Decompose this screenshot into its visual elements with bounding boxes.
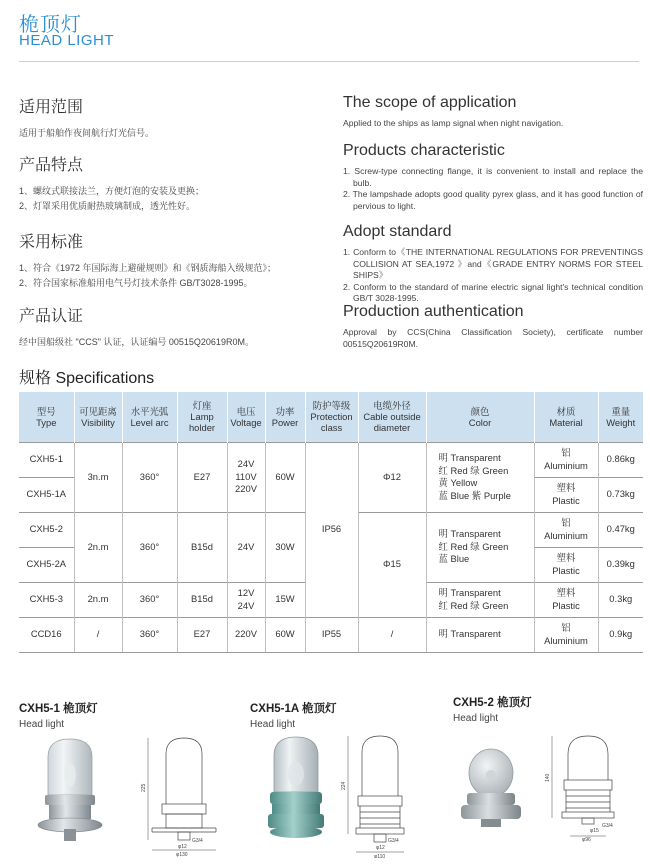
section-text: 适用于船舶作夜间航行灯光信号。 — [19, 128, 155, 138]
section-title: 产品认证 — [19, 308, 84, 325]
header-weight: 重量 Weight — [598, 392, 643, 442]
section-scope-en — [343, 94, 643, 142]
section-text: 2、灯罩采用优质耐热玻璃制成，透光性好。 — [19, 201, 196, 211]
cxh5-1a-photo — [260, 732, 332, 844]
cell-color: 明 Transparent 红 Red 绿 Green — [426, 582, 534, 617]
section-title: Production authentication — [343, 303, 524, 320]
product-subtitle: Head light — [19, 719, 65, 730]
cell-level-arc: 360° — [122, 617, 177, 652]
product-subtitle: Head light — [250, 719, 296, 730]
product-model: CXH5-1A 桅顶灯 — [250, 703, 337, 715]
english-column — [343, 94, 643, 350]
cell-voltage: 220V — [227, 617, 265, 652]
cell-cable: Φ15 — [358, 512, 426, 617]
cell-type: CCD16 — [19, 617, 74, 652]
header-color: 颜色 Color — [426, 392, 534, 442]
section-title: 产品特点 — [19, 157, 84, 174]
specifications-title: 规格 Specifications — [19, 370, 155, 387]
section-text: Approval by CCS(China Classification Society), certificate number 00515Q20619R0M. — [343, 327, 643, 349]
cell-visibility: 2n.m — [74, 582, 122, 617]
cell-weight: 0.47kg — [598, 512, 643, 547]
section-standard-en — [343, 223, 643, 303]
hole-dimension: φ12 — [178, 844, 187, 850]
header-lamp-holder: 灯座 Lamp holder — [177, 392, 227, 442]
base-dimension: φ110 — [374, 854, 386, 858]
section-standard-cn — [19, 229, 324, 303]
cell-power: 15W — [265, 582, 305, 617]
section-auth-en — [343, 303, 643, 350]
cell-level-arc: 360° — [122, 442, 177, 512]
cxh5-1-drawing — [138, 732, 230, 860]
product-cxh5-2 — [453, 694, 532, 724]
section-title: Adopt standard — [343, 223, 452, 240]
cell-color: 明 Transparent 红 Red 绿 Green 黄 Yellow 蓝 Blue 紫 Purple — [426, 442, 534, 512]
cell-type: CXH5-3 — [19, 582, 74, 617]
product-subtitle: Head light — [453, 713, 499, 724]
hole-dimension: φ15 — [590, 828, 599, 834]
cell-power: 60W — [265, 442, 305, 512]
section-text: 经中国船级社 "CCS" 认证，认证编号 00515Q20619R0M。 — [19, 337, 254, 347]
cell-lamp-holder: B15d — [177, 512, 227, 582]
cell-level-arc: 360° — [122, 512, 177, 582]
section-title: The scope of application — [343, 94, 517, 111]
section-title: Products characteristic — [343, 142, 505, 159]
cxh5-1a-drawing — [340, 730, 422, 858]
height-dimension: 225 — [141, 783, 147, 792]
cell-weight: 0.86kg — [598, 442, 643, 477]
header-type: 型号 Type — [19, 392, 74, 442]
cell-weight: 0.3kg — [598, 582, 643, 617]
hole-dimension: φ12 — [376, 845, 385, 851]
section-text: 1、螺纹式联接法兰，方便灯泡的安装及更换； — [19, 186, 205, 196]
header-voltage: 电压 Voltage — [227, 392, 265, 442]
cell-type: CXH5-2A — [19, 547, 74, 582]
cxh5-2-drawing — [540, 728, 632, 843]
product-model: CXH5-2 桅顶灯 — [453, 697, 532, 709]
product-cxh5-1 — [19, 700, 98, 730]
table-row — [19, 442, 643, 477]
cell-protection: IP55 — [305, 617, 358, 652]
cell-material: 塑料 Plastic — [534, 547, 598, 582]
thread-dimension: G3/4 — [192, 838, 203, 844]
cell-power: 60W — [265, 617, 305, 652]
cell-visibility: 2n.m — [74, 512, 122, 582]
header-divider — [19, 61, 639, 62]
specifications-table — [19, 392, 643, 653]
cell-lamp-holder: B15d — [177, 582, 227, 617]
product-cxh5-1a — [250, 700, 336, 730]
base-dimension: φ96 — [582, 837, 591, 843]
page-title-cn: 桅顶灯 — [19, 14, 82, 36]
height-dimension: 140 — [545, 773, 551, 782]
chinese-column — [19, 94, 324, 350]
table-row — [19, 617, 643, 652]
section-features-cn — [19, 152, 324, 229]
cell-material: 铝 Aluminium — [534, 512, 598, 547]
cell-type: CXH5-1A — [19, 477, 74, 512]
cell-level-arc: 360° — [122, 582, 177, 617]
section-text: 2、符合国家标准船用电气号灯技术条件 GB/T3028-1995。 — [19, 278, 253, 288]
base-dimension: φ130 — [176, 852, 188, 858]
cell-material: 塑料 Plastic — [534, 582, 598, 617]
section-text: 1. Screw-type connecting flange, it is convenient to install and replace the bulb. — [343, 166, 643, 188]
page-title-en: HEAD LIGHT — [19, 32, 115, 49]
cell-power: 30W — [265, 512, 305, 582]
cell-material: 塑料 Plastic — [534, 477, 598, 512]
header-level-arc: 水平光弧 Level arc — [122, 392, 177, 442]
cxh5-1-photo — [30, 735, 110, 845]
cxh5-2-photo — [455, 745, 527, 829]
section-text: 2. Conform to the standard of marine electric signal light's technical condition GB/T 3028-1995. — [343, 281, 643, 303]
cell-protection: IP56 — [305, 442, 358, 617]
cell-visibility: / — [74, 617, 122, 652]
header-cable: 电缆外径 Cable outside diameter — [358, 392, 426, 442]
cell-color: 明 Transparent — [426, 617, 534, 652]
cell-color: 明 Transparent 红 Red 绿 Green 蓝 Blue — [426, 512, 534, 582]
header-protection: 防护等级 Protection class — [305, 392, 358, 442]
section-text: 1. Conform to《THE INTERNATIONAL REGULATIONS FOR PREVENTINGS COLLISION AT SEA,1972 》and《GRADE ENTRY NORMS FOR STEEL SHIPS》 — [343, 247, 643, 280]
thread-dimension: G3/4 — [388, 838, 399, 844]
section-features-en — [343, 142, 643, 223]
product-model: CXH5-1 桅顶灯 — [19, 703, 98, 715]
cell-cable: / — [358, 617, 426, 652]
section-text: 1、符合《1972 年国际海上避碰规则》和《钢质海船入级规范》； — [19, 263, 277, 273]
cell-type: CXH5-1 — [19, 442, 74, 477]
section-title: 适用范围 — [19, 99, 84, 116]
cell-voltage: 24V — [227, 512, 265, 582]
table-header-row — [19, 392, 643, 442]
cell-weight: 0.39kg — [598, 547, 643, 582]
header-power: 功率 Power — [265, 392, 305, 442]
height-dimension: 224 — [341, 781, 347, 790]
section-auth-cn — [19, 303, 324, 350]
section-text: 2. The lampshade adopts good quality pyrex glass, and it has good function of pervious to light. — [343, 189, 643, 211]
cell-voltage: 12V 24V — [227, 582, 265, 617]
section-title: 采用标准 — [19, 234, 84, 251]
cell-material: 铝 Aluminium — [534, 442, 598, 477]
cell-weight: 0.73kg — [598, 477, 643, 512]
cell-cable: Φ12 — [358, 442, 426, 512]
section-text: Applied to the ships as lamp signal when night navigation. — [343, 118, 564, 128]
section-scope-cn — [19, 94, 324, 152]
cell-lamp-holder: E27 — [177, 617, 227, 652]
cell-type: CXH5-2 — [19, 512, 74, 547]
cell-material: 铝 Aluminium — [534, 617, 598, 652]
header-visibility: 可见距离 Visibility — [74, 392, 122, 442]
cell-voltage: 24V 110V 220V — [227, 442, 265, 512]
thread-dimension: G3/4 — [602, 823, 613, 829]
header-material: 材质 Material — [534, 392, 598, 442]
cell-weight: 0.9kg — [598, 617, 643, 652]
cell-visibility: 3n.m — [74, 442, 122, 512]
cell-lamp-holder: E27 — [177, 442, 227, 512]
